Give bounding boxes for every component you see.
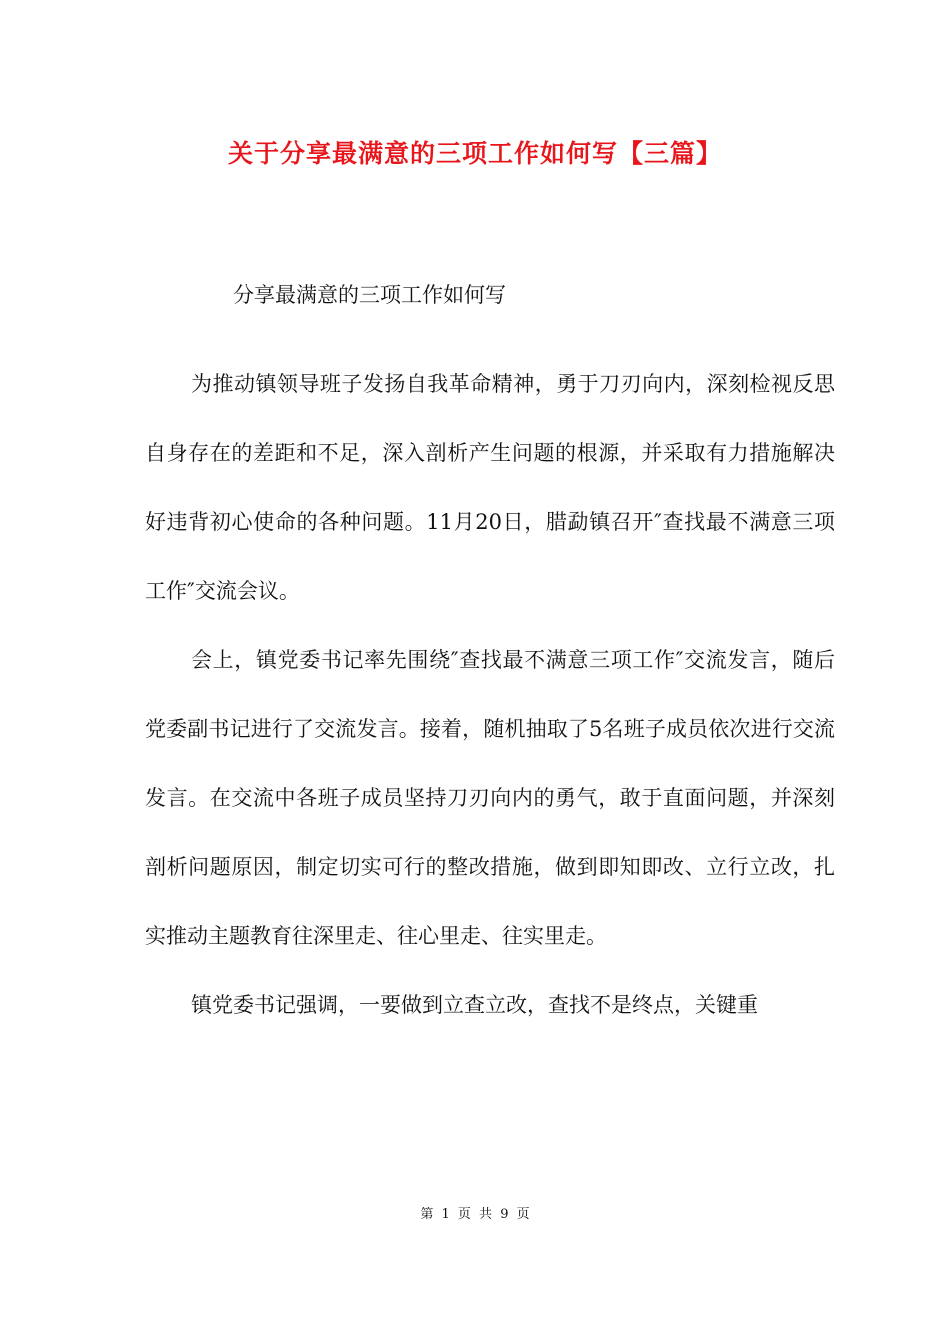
document-subtitle: 分享最满意的三项工作如何写 xyxy=(233,283,506,307)
document-body xyxy=(145,350,835,1040)
paragraph-3: 镇党委书记强调，一要做到立查立改，查找不是终点，关键重 xyxy=(191,993,758,1017)
paragraph-2: 会上，镇党委书记率先围绕″查找最不满意三项工作″交流发言，随后党委副书记进行了交流发言。接着，随机抽取了5名班子成员依次进行交流发言。在交流中各班子成员坚持刀刃向内的勇气，敢于直面问题，并深刻剖析问题原因，制定切实可行的整改措施，做到即知即改、立行立改，扎实推动主题教育往深里走、往心里走、往实里走。 xyxy=(145,648,835,948)
page-number-footer: 第 1 页 共 9 页 xyxy=(420,1207,530,1222)
document-title: 关于分享最满意的三项工作如何写【三篇】 xyxy=(227,139,722,168)
paragraph-1: 为推动镇领导班子发扬自我革命精神，勇于刀刃向内，深刻检视反思自身存在的差距和不足，深入剖析产生问题的根源，并采取有力措施解决好违背初心使命的各种问题。11月20日，腊勐镇召开″查找最不满意三项工作″交流会议。 xyxy=(145,372,835,603)
